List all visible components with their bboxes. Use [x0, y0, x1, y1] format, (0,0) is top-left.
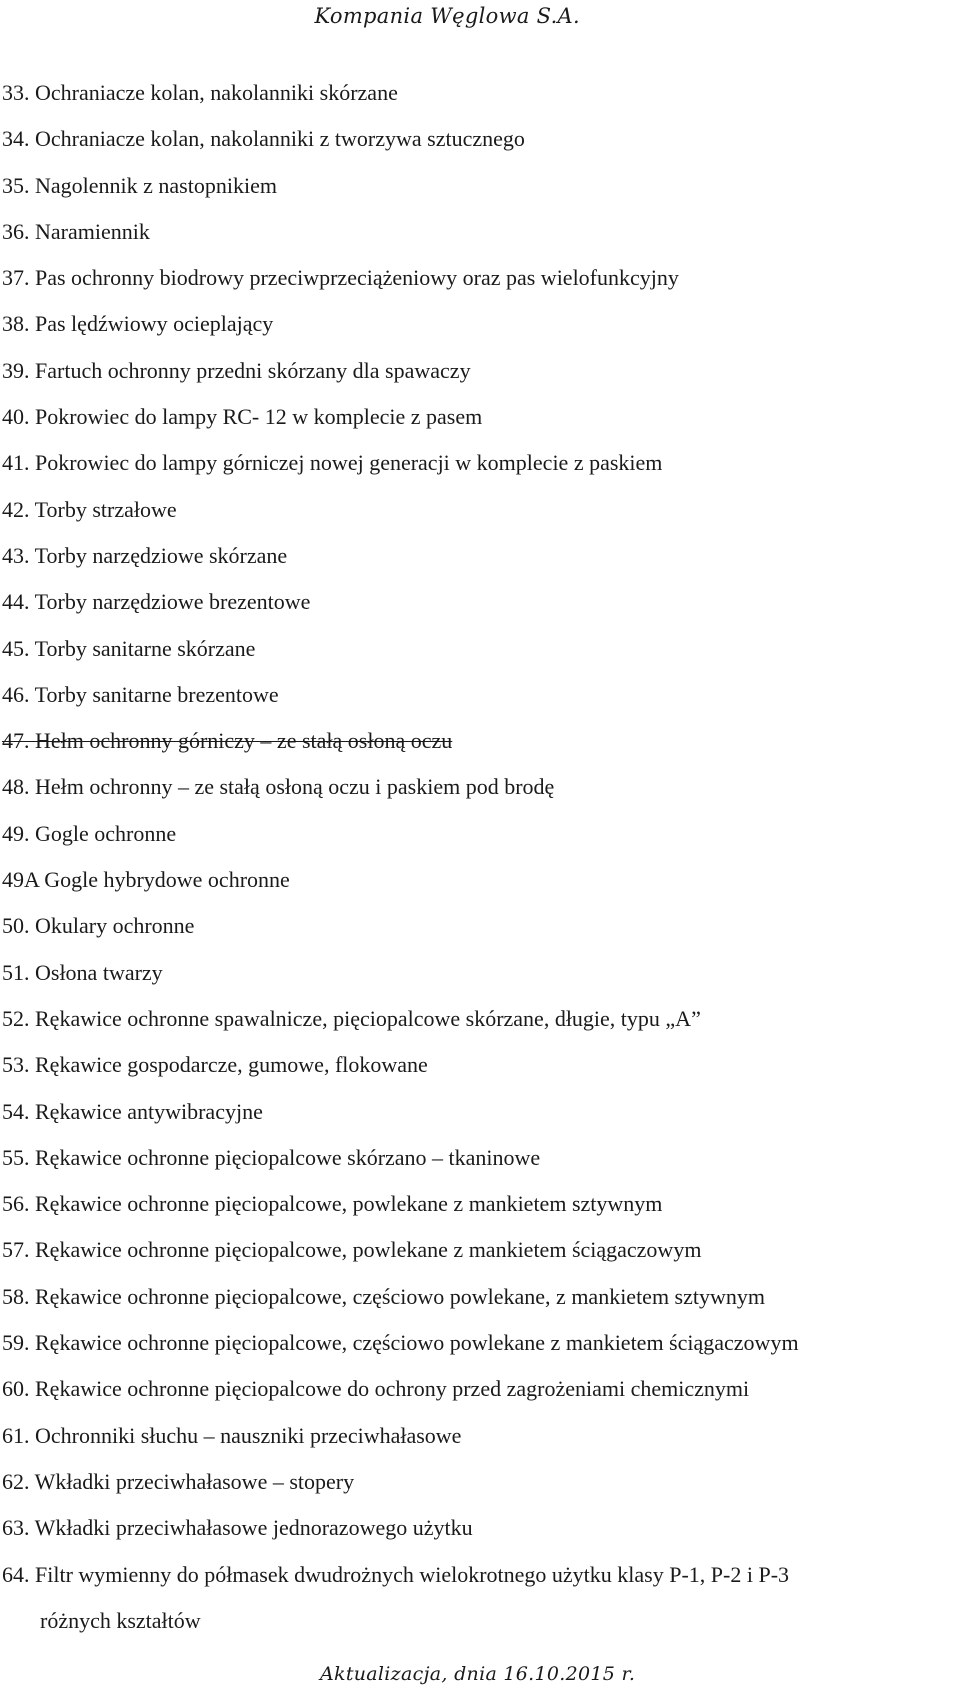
list-item: [0, 1042, 960, 1088]
item-number: 50.: [2, 913, 30, 939]
item-text: Rękawice ochronne spawalnicze, pięciopalcowe skórzane, długie, typu „A”: [35, 1005, 701, 1031]
list-item: [0, 996, 960, 1042]
item-text: Wkładki przeciwhałasowe jednorazowego użytku: [34, 1515, 473, 1541]
item-text: Pokrowiec do lampy RC- 12 w komplecie z pasem: [35, 404, 483, 430]
item-number: 51.: [2, 959, 30, 985]
item-number: 42.: [2, 496, 30, 522]
item-number: 48.: [2, 774, 30, 800]
list-item: [0, 1135, 960, 1181]
list-item: [0, 301, 960, 347]
list-item: [0, 626, 960, 672]
item-text: Hełm ochronny górniczy – ze stałą osłoną oczu: [35, 728, 453, 754]
list-item: [0, 1181, 960, 1227]
item-number: 56.: [2, 1191, 30, 1217]
item-number: 54.: [2, 1098, 30, 1124]
item-text: Gogle hybrydowe ochronne: [44, 867, 290, 893]
item-number: 60.: [2, 1376, 30, 1402]
item-text: Ochronniki słuchu – nauszniki przeciwhałasowe: [35, 1422, 462, 1448]
item-number: 33.: [2, 80, 30, 105]
item-text: Gogle ochronne: [35, 820, 177, 846]
list-item: [0, 255, 960, 301]
item-number: 58.: [2, 1283, 30, 1309]
item-text: Rękawice gospodarcze, gumowe, flokowane: [35, 1052, 428, 1078]
item-text: Rękawice ochronne pięciopalcowe, częściowo powlekane, z mankietem sztywnym: [35, 1283, 765, 1309]
item-number: 39.: [2, 357, 30, 383]
item-text: Pas lędźwiowy ocieplający: [35, 311, 274, 337]
item-number: 36.: [2, 218, 30, 244]
item-number: 59.: [2, 1330, 30, 1356]
item-text: Fartuch ochronny przedni skórzany dla spawaczy: [35, 357, 471, 383]
item-text: Torby strzałowe: [34, 496, 177, 522]
item-number: 41.: [2, 450, 30, 476]
item-text: Ochraniacze kolan, nakolanniki z tworzywa sztucznego: [35, 126, 525, 152]
item-text: Ochraniacze kolan, nakolanniki skórzane: [35, 80, 398, 105]
item-text: Rękawice ochronne pięciopalcowe, częściowo powlekane z mankietem ściągaczowym: [35, 1330, 799, 1356]
item-text: Osłona twarzy: [35, 959, 163, 985]
item-number: 57.: [2, 1237, 30, 1263]
list-item: [0, 672, 960, 718]
item-text: Naramiennik: [35, 218, 150, 244]
list-item: [0, 1227, 960, 1273]
item-number: 64.: [2, 1561, 30, 1587]
item-number: 61.: [2, 1422, 30, 1448]
list-item: [0, 116, 960, 162]
item-text: Okulary ochronne: [35, 913, 195, 939]
item-text: Pokrowiec do lampy górniczej nowej generacji w komplecie z paskiem: [35, 450, 663, 476]
item-text: Torby narzędziowe skórzane: [34, 542, 288, 568]
list-item: [0, 1366, 960, 1412]
list-item: [0, 1274, 960, 1320]
list-item: [0, 764, 960, 810]
item-number: 63.: [2, 1515, 30, 1541]
item-number: 35.: [2, 172, 30, 198]
item-text: Torby sanitarne skórzane: [34, 635, 256, 661]
item-number: 53.: [2, 1052, 30, 1078]
item-number: 47.: [2, 728, 30, 754]
list-item: [0, 487, 960, 533]
item-number: 49.: [2, 820, 30, 846]
list-item: [0, 811, 960, 857]
item-text: Rękawice ochronne pięciopalcowe do ochrony przed zagrożeniami chemicznymi: [35, 1376, 750, 1402]
list-item: [0, 209, 960, 255]
list-item: [0, 903, 960, 949]
item-number: 45.: [2, 635, 30, 661]
update-date-footer: Aktualizacja, dnia 16.10.2015 r.: [320, 1663, 636, 1685]
list-item: [0, 718, 960, 764]
item-text: Rękawice ochronne pięciopalcowe, powlekane z mankietem ściągaczowym: [35, 1237, 702, 1263]
item-number: 40.: [2, 404, 30, 430]
list-item: [0, 394, 960, 440]
item-number: 52.: [2, 1005, 30, 1031]
company-header: Kompania Węglowa S.A.: [314, 4, 580, 28]
item-text: Rękawice ochronne pięciopalcowe skórzano – tkaninowe: [35, 1144, 541, 1170]
list-item: [0, 533, 960, 579]
list-item: [0, 1320, 960, 1366]
list-item: [0, 1413, 960, 1459]
item-text: Torby narzędziowe brezentowe: [34, 589, 311, 615]
item-number: 49A: [2, 867, 39, 893]
item-number: 62.: [2, 1468, 30, 1494]
equipment-list: [0, 70, 960, 1644]
item-number: 43.: [2, 542, 30, 568]
item-text: Rękawice ochronne pięciopalcowe, powlekane z mankietem sztywnym: [35, 1191, 663, 1217]
item-number: 38.: [2, 311, 30, 337]
list-item: [0, 1089, 960, 1135]
list-item: [0, 348, 960, 394]
item-number: 44.: [2, 589, 30, 615]
list-item: [0, 1459, 960, 1505]
item-number: 55.: [2, 1144, 30, 1170]
list-item: [0, 70, 960, 116]
item-number: 46.: [2, 681, 30, 707]
item-text: Hełm ochronny – ze stałą osłoną oczu i paskiem pod brodę: [35, 774, 555, 800]
item-text-continuation: różnych kształtów: [40, 1607, 201, 1633]
item-text: Torby sanitarne brezentowe: [34, 681, 279, 707]
item-number: 37.: [2, 265, 30, 291]
list-item: [0, 950, 960, 996]
item-text: Filtr wymienny do półmasek dwudrożnych wielokrotnego użytku klasy P-1, P-2 i P-3: [35, 1561, 790, 1587]
item-text: Nagolennik z nastopnikiem: [35, 172, 277, 198]
list-item: [0, 1505, 960, 1551]
item-text: Wkładki przeciwhałasowe – stopery: [34, 1468, 355, 1494]
list-item: [0, 163, 960, 209]
list-item: [0, 579, 960, 625]
item-text: Rękawice antywibracyjne: [35, 1098, 263, 1124]
item-number: 34.: [2, 126, 30, 152]
item-text: Pas ochronny biodrowy przeciwprzeciążeniowy oraz pas wielofunkcyjny: [35, 265, 679, 291]
list-item: [0, 857, 960, 903]
list-item: [0, 1552, 937, 1645]
list-item: [0, 440, 960, 486]
